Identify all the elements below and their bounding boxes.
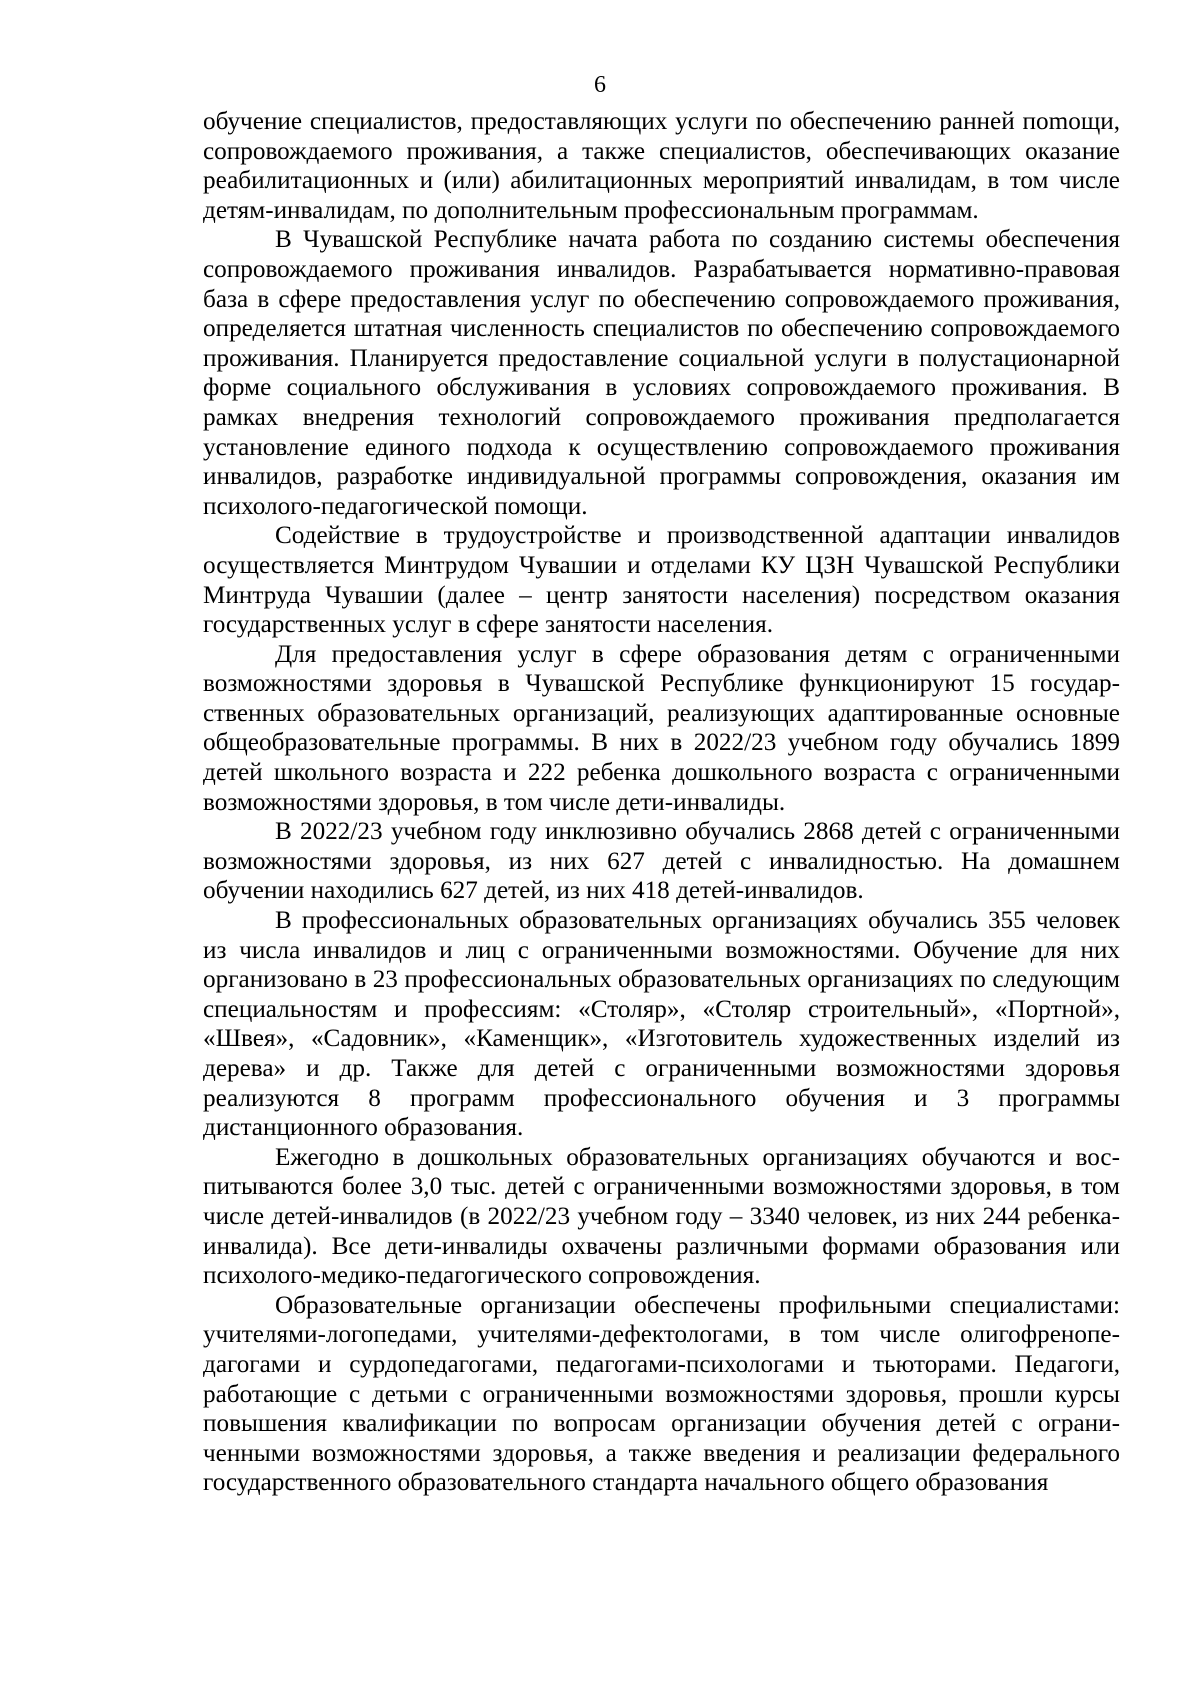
paragraph-accompanied-living: В Чувашской Республике начата работа по созданию системы обеспечения сопровождаемого проживания инвалидов. Разрабатывается нормативно-правовая база в сфере предоставления услуг по обеспечению сопровождаемого проживания, определяется штатная численность специалистов по обеспечению сопровождаемого проживания. Планируется предоставление социальной услуги в полустационарной форме социального обслуживания в условиях сопровождаемого проживания. В рамках внедрения технологий сопровождаемого проживания предполагается установление единого подхода к осуществлению сопровождаемого проживания инвалидов, разработке индивидуальной программы сопровождения, оказания им психолого-педагогической помощи. <box>203 226 1120 520</box>
paragraph-preschool-education: Ежегодно в дошкольных образовательных организациях обучаются и воспитываются более 3,0 тыс. детей с ограниченными возможностями здоровья, в том числе детей-инвалидов (в 2022/23 учебном году – 3340 человек, из них 244 ребенка-инвалида). Все дети-инвалиды охвачены различными формами образования или психолого-медико-педагогического сопровождения. <box>203 1143 1120 1290</box>
paragraph-specialists: Образовательные организации обеспечены профильными специалистами: учителями-логопедами, учителями-дефектологами, в том числе олигофренопедагогами и сурдопедагогами, педагогами-психологами и тьюторами. Педагоги, работающие с детьми с ограниченными возможностями здоровья, прошли курсы повышения квалификации по вопросам организации обучения детей с ограниченными возможностями здоровья, а также введения и реализации федерального государственного образовательного стандарта начального общего образования <box>203 1291 1120 1497</box>
paragraph-education-services: Для предоставления услуг в сфере образования детям с ограниченными возможностями здоровья в Чувашской Республике функционируют 15 государственных образовательных организаций, реализующих адаптированные основные общеобразовательные программы. В них в 2022/23 учебном году обучались 1899 детей школьного возраста и 222 ребенка дошкольного возраста с ограниченными возможностями здоровья, в том числе дети-инвалиды. <box>203 640 1120 816</box>
paragraph-inclusive-education: В 2022/23 учебном году инклюзивно обучались 2868 детей с ограниченными возможностями здоровья, из них 627 детей с инвалидностью. На домашнем обучении находились 627 детей, из них 418 детей-инвалидов. <box>203 818 1120 905</box>
page-number: 6 <box>594 72 606 98</box>
document-body <box>203 107 1120 1498</box>
paragraph-vocational-education: В профессиональных образовательных организациях обучались 355 человек из числа инвалидов и лиц с ограниченными возможностями. Обучение для них организовано в 23 профессиональных образовательных организациях по следующим специальностям и профессиям: «Столяр», «Столяр строительный», «Портной», «Швея», «Садовник», «Каменщик», «Изготовитель художественных изделий из дерева» и др. Также для детей с ограниченными возможностями здоровья реализуются 8 программ профессионального обучения и 3 программы дистанционного образования. <box>203 907 1120 1142</box>
paragraph-employment: Содействие в трудоустройстве и производственной адаптации инвалидов осуществляется Минтрудом Чувашии и отделами КУ ЦЗН Чувашской Республики Минтруда Чувашии (далее – центр занятости населения) посредством оказания государственных услуг в сфере занятости населения. <box>203 522 1120 639</box>
paragraph-continuation: обучение специалистов, предоставляющих услуги по обеспечению ранней поmощи, сопровождаемого проживания, а также специалистов, обеспечивающих оказание реабилитационных и (или) абилитационных мероприятий инвалидам, в том числе детям-инвалидам, по дополнительным профессиональным программам. <box>203 108 1120 224</box>
